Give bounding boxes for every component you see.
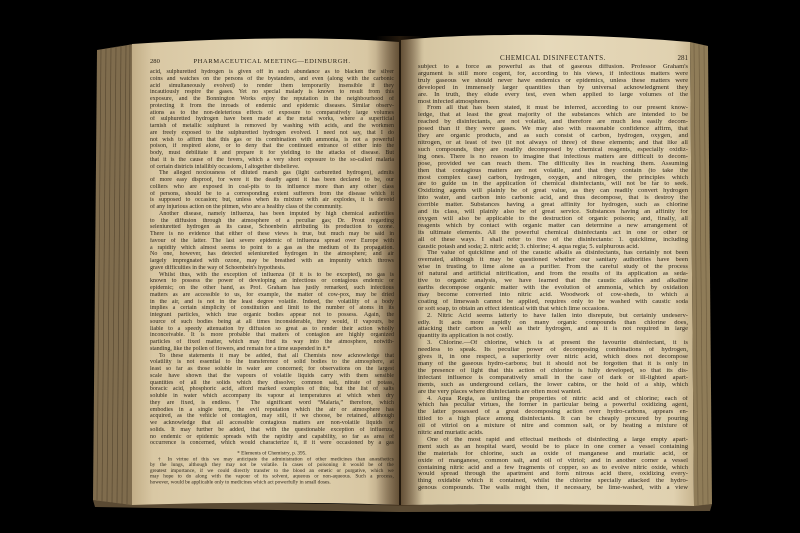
text-line: caustic potash and soda; 2. nitric acid; 3. chlorine; 4. aqua regia; 5. sulphurous acid. [418,243,640,250]
text-line: are freely exposed to the sulphuretted hydrogen evolved. I need not say, that I do [150,129,394,136]
text-line: colliers who are exposed in coal-pits to its influence more than any other class [150,183,394,190]
text-line: ations as to the non-deleterious effects of exposure to comparatively large volumes [150,109,394,116]
text-line: overrated, although it may be questioned whether our sanitary authorities have been [418,257,688,264]
text-line: exposure, and the Bonnington Works enjoy the reputation in the neighbourhood of [150,96,394,102]
left-running-title: PHARMACEUTICAL MEETING—EDINBURGH. [193,58,351,65]
text-line: source of such bodies being at all times inconsiderable, they would, if vapours, be [150,318,394,325]
text-line: the materials for chlorine, such as oxide of manganese and muriatic acid, or [418,450,688,457]
text-line: boracic acid, phosphoric acid, afford marked examples of this; but the list of salts [150,386,394,393]
text-line: ledge, that at least the great majority of the substances which are intended to be [418,112,688,119]
text-line: acquired, as the vehicle of contagion, may still, if we choose, be retained, although [150,413,394,420]
text-line: then that contagious matters are not volatile, and that they contain (to take the [418,167,688,174]
text-line: 4. Aqua Regia, as uniting the properties of nitric acid and of chlorine; each of [427,395,688,402]
text-line: of sulphuretted hydrogen have been made at the metal works, where a superficial [150,116,394,123]
text-line: implies a certain simplicity of constitution and limit to the number of atoms in its [150,305,394,312]
text-line: thing oxidable which it contained, whilst the chlorine specially attacked the hydro- [418,478,688,485]
right-running-head [418,54,688,62]
paragraph [418,105,688,250]
text-line: reagents which by contact with organic matter can determine a new arrangement of [418,222,688,229]
text-line: all of these ways. I shall refer to five of the disinfectants: 1. quicklime, including [418,236,688,243]
text-line: of certain districts infallibly occasions, I altogether disbelieve. [150,163,300,170]
paragraph [418,396,688,437]
text-line: oil of vitriol on a mixture of nitre and common salt, or by heating a mixture of [418,423,688,430]
left-page-footnotes [150,451,394,486]
text-line: may become converted into nitric acid. Woodwork of cow-sheds, to which a [418,291,688,298]
text-line: tarnish of metallic sulphuret is removed by washing with acids, and the workmen [150,123,394,129]
text-line: corrible matter. Substances having a great affinity for hydrogen, such as chlorine [418,202,688,209]
text-line: pose, provided we can reach them. The difficulty lies in reaching them. Assuming [418,160,688,167]
text-line: poison, if respired alone, or to deny that the continued entrance of either into the [150,143,394,150]
text-line: From all that has been stated, it must be inferred, according to our present know- [427,105,688,112]
text-line: scale have shown that the vapours of volatile liquids carry with them sensible [150,372,394,379]
text-line: integrant particles, which true organic bodies appear not to possess. Again, the [150,312,394,318]
paragraph [150,170,394,211]
text-line: are to guide us in the application of chemical disinfectants, will not be far to seek. [418,181,688,188]
text-line: most infected atmospheres. [418,98,490,105]
text-line: acid, sulphuretted hydrogen is given off in such abundance as to blacken the silver [150,69,394,75]
text-line: liable to a speedy attenuation by diffusion so great as to render their action wholly [150,325,394,332]
text-line: ments, such as underground cellars, the lower cabins, or the hold of a ship, which [418,381,688,388]
text-line: Oxidizing agents will plainly be of great value, as they can readily convert hydrogen [418,188,688,195]
text-line: least so far as those soluble in water are concerned; for observations on the largest [150,366,394,372]
text-line: which has peculiar virtues, the former in particular being a powerful oxidizing agent, [418,402,688,409]
right-page-body [418,64,688,492]
text-line: There is no evidence that either of these views is true, but much may be said in [150,231,394,237]
text-line: ing ones. There is no reason to imagine that infectious matters are difficult to decom- [418,153,688,160]
text-line: favour of the latter. The last severe epidemic of influenza spread over Europe with [150,237,394,244]
right-page-number: 281 [677,54,688,62]
text-line: of more easy disproof, for were it the deadly agent it has been declared to be, our [150,177,394,183]
text-line: would spread through the apartment and form nitrous acid there, oxidizing every- [418,471,688,478]
text-line: gives it, in one respect, a superiority over nitric acid, which does not decompose [418,354,688,361]
text-line: genous compounds. The walls might then, if necessary, be lime-washed, with a view [418,485,688,492]
text-line: ment such as an hospital ward, would be to place in one corner a vessel containing [418,443,688,450]
text-line: known to possess the power of developing an infectious or contagious endemic or [150,278,394,285]
text-line: and its class, will plainly also be of great service. Substances having an affinity for [418,209,688,216]
text-line: a rapidity which almost seems to point to a gas as the medium of its propagation. [150,244,394,251]
left-page-body [150,69,394,447]
text-line: Whilst thus, with the exception of influenza (if it is to be excepted), no gas is [159,271,394,278]
text-line: we acknowledge that all accessible contagious matters are non-volatile liquids or [150,420,394,426]
text-line: such compounds, they are readily decomposed by chemical reagents, especially oxidiz- [418,146,688,153]
paragraph [418,340,688,395]
text-line: coins and watches on the persons of the bystanders, and even (along with the carbonic [150,75,394,82]
text-line: the latter possessed of a great decomposing action over hydro-carbons, appears en- [418,409,688,416]
text-line: titled to a high place among disinfectants. It can be cheaply procured by pouring [418,416,688,423]
paragraph [150,353,394,448]
text-line: wise in trusting to lime alone as a purifier. From the careful study of the process [418,264,688,271]
text-line: acid simultaneously evolved) to render them temporarily insensible if they [150,82,394,89]
text-line: particles of fixed matter, which may find its way into the atmosphere, notwith- [150,339,394,345]
text-line: many of the gaseous hydro-carbons; but it should not be forgotten that it is only in [418,360,688,367]
text-line: is supposed to occasion; but, unless when its mixture with air explodes, it is devoid [150,197,394,204]
left-page-number: 280 [150,58,160,65]
text-line: matters as are accessible to us, for example, the matter of cow-pox, may be dried [150,291,394,298]
text-line: that it is the cause of the fevers, which a very short exposure to the so-called malaria [150,156,394,163]
text-line: quantity its application is not costly. [418,333,514,340]
paragraph [418,437,688,492]
footnote-line: † In virtue of this we may anticipate the administration of other medicines than anæsthetics [157,456,394,463]
text-line: quantities of all the solids which they dissolve; common salt, nitrate of potass, [150,379,394,386]
text-line: infectant influence is comparatively small in the case of dark or ill-lighted apart- [418,374,688,381]
paragraph [150,272,394,353]
text-line: nitrogen, or at least of two (if not always of three) of these elements; and that like all [418,139,688,146]
text-line: incautiously respire the gases. Yet no special malady is known to result from this [150,89,394,96]
text-line: of persons, should be to a corresponding extent sufferers from the disease which it [150,190,394,197]
text-line: most complex case) carbon, hydrogen, oxygen, and nitrogen, the principles which [418,174,688,181]
text-line: in the air, and is not in the least degree volatile. Indeed, the volatility of a body [150,298,394,305]
paragraph [150,69,394,170]
footnote-line: * Elements of Chemistry, p. 395. [237,451,307,457]
text-line: or soft soap, to obtain an effect identical with that which lime occasions. [418,305,610,312]
text-line: edly. It acts more rapidly on many organic compounds than chlorine does, [418,319,688,326]
text-line: attacking their carbon as well as their hydrogen, and as it is not required in large [418,326,688,333]
right-running-title: CHEMICAL DISINFECTANTS. [500,54,606,62]
paragraph [418,313,688,341]
text-line: inconceivable. It is more probable that matters of contagion are highly organized [150,332,394,339]
text-line: subject to a force as powerful as that of gaseous diffusion. Professor Graham's [418,64,688,70]
text-line: no endemic or epidemic spreads with the rapidity and capability, so far as area of [150,433,394,440]
text-line: oxygen will also be applicable to the destruction of organic poisons; and, finally, all [418,215,688,222]
footnote-line: however, would be applicable only to medicines which act powerfully in small doses. [150,480,331,486]
text-line: its ultimate elements. All the powerful chemical disinfectants act in one or other or [418,229,688,236]
text-line: standing, like the pollen of flowers, and remain for a time suspended in it.* [150,345,331,352]
text-line: are the very places where disinfectants are often most wanted. [418,388,582,395]
text-line: epidemic; on the other hand, as Prof. Graham has justly remarked, such infectious [150,285,394,291]
text-line: of natural and artificial nitrification, and from the results of its application as seda- [418,271,688,278]
text-line: into water, and carbon into carbonic acid, and thus decompose, that is destroy the [418,195,688,202]
text-line: oxide of manganese, common salt, and oil of vitriol; and in another corner a vessel [418,457,688,464]
text-line: the presence of light that this action of chlorine is fully developed, so that its dis- [418,367,688,374]
paragraph [418,250,688,312]
text-line: developed in immensely larger quantities than by universal acknowledgment they [418,84,688,91]
text-line: soluble in water which accompany its vapour at temperatures at which when dry [150,393,394,399]
text-line: occurrence is concerned, which would characterize it, if it were occasioned by a gas [150,440,394,447]
text-line: truly gaseous we should never have endemics or epidemics, unless these matters were [418,77,688,84]
text-line: The alleged noxiousness of diluted marsh gas (light carburetted hydrogen), admits [159,170,394,177]
paragraph [150,211,394,272]
text-line: largely impregnated with ozone, may be breathed with an impunity which throws [150,258,394,264]
text-line: not wish to affirm that this gas or its combination with ammonia, is not a powerful [150,136,394,143]
text-line: seleniuretted hydrogen as its cause, Schoenbein attributing its production to ozone. [150,224,394,231]
text-line: they are fixed, is endless.† The significant word “Malaria,” therefore, which [150,399,394,406]
text-line: One of the most rapid and effectual methods of disinfecting a large empty apart- [427,436,688,443]
text-line: body, must debilitate it and prepare it for yielding to the attacks of disease. But [150,150,394,156]
text-line: tive to organic analysis, we have learned that the caustic alkalies and alkaline [418,278,688,285]
text-line: coating of limewash cannot be applied, requires only to be washed with caustic soda [418,298,688,305]
text-line: embodies in a single term, the evil reputation which the air or atmosphere has [150,406,394,413]
text-line: posed than if they were gases. We may also with reasonable confidence affirm, that [418,126,688,133]
text-line: earths decompose organic matter with the evolution of ammonia, which by oxidation [418,285,688,291]
text-line: needless to speak. Its peculiar power of decomposing combinations of hydrogen, [418,347,688,354]
text-line: they are organic products, and as such consist of carbon, hydrogen, oxygen, and [418,133,688,140]
text-line: 3. Chlorine.—Of chlorine, which is at present the favourite disinfectant, it is [427,340,688,347]
text-line: containing nitric acid and a few fragments of copper, so as to evolve nitric oxide, which [418,464,688,471]
text-line: volatility is not essential to the transference of solid bodies to the atmosphere, at [150,359,394,366]
footnote [150,457,394,486]
text-line: No one, however, has detected seleniuretted hydrogen in the atmosphere; and air [150,251,394,258]
text-line: Another disease, namely influenza, has been imputed by high chemical authorities [159,210,394,217]
paragraph [418,64,688,105]
text-line: grave difficulties in the way of Schoenbein's hypothesis. [150,264,286,271]
text-line: of any injurious action on the pitmen, who are a healthy class of the community. [150,204,343,210]
text-line: reached by disinfectants, are not volatile, and therefore are much less easily decom- [418,119,688,126]
text-line: 2. Nitric Acid seems latterly to have fallen into disrepute, but certainly undeserv- [427,312,688,319]
text-line: are. In truth, they elude every test, even when applied to large volumes of the [418,91,688,98]
text-line: protecting it from the inroads of endemic and epidemic diseases. Similar observ- [150,102,394,109]
text-line: The value of quicklime and of the caustic alkalis as disinfectants, has certainly not been [427,250,688,257]
text-line: solids. It may further be added, that with the questionable exception of influenza, [150,426,394,433]
footnote-line: by the lungs, although they may not be volatile. In cases of poisoning it would be of the [150,462,394,468]
footnote-line: may hope to do along with the vapour of its solvent, aqueous or non-aqueous. Such a process, [150,474,394,480]
left-running-head [150,58,394,66]
footnote-line: greatest importance, if we could directly transfer to the blood an emetic or purgative, which we [150,468,394,474]
text-line: nitric and muriatic acids. [418,430,484,437]
text-line: To these statements it may be added, that all Chemists now acknowledge that [159,352,394,359]
text-line: argument is still more cogent, for, according to his views, if infectious matters were [418,70,688,77]
text-line: to the diffusion through the atmosphere of a peculiar gas; Dr. Prout regarding [150,217,394,224]
